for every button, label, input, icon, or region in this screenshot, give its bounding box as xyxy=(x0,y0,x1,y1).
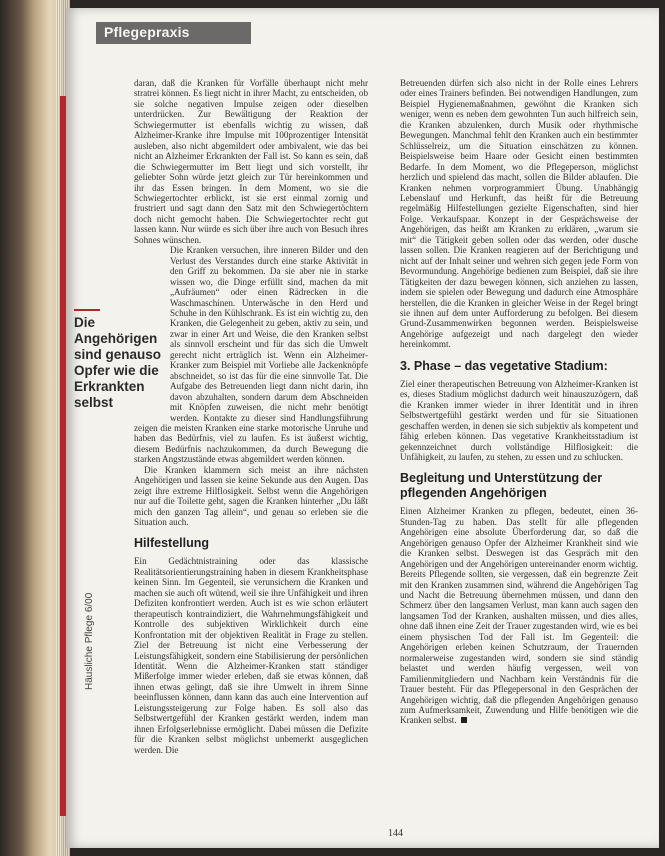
running-side-text: Häusliche Pflege 6/00 xyxy=(84,592,95,690)
paragraph: Die Kranken klammern sich meist an ihre nächsten Angehörigen und lassen sie keine Sekunde aus den Augen. Das zeigt ihre extreme Hilflosigkeit. Selbst wenn die Angehörigen nur auf die Toilette geht, sagen die Kranken hinterher „Du läßt mich den ganzen Tag allein“, und genau so erleben sie die Situation auch. xyxy=(134,464,368,528)
paragraph: Die Kranken versuchen, ihre inneren Bilder und den Verlust des Verstandes durch eine starke Aktivität in den Griff zu bekommen. Da sie aber nie in starke wissen wo, die Dinge erfüllt sind, machen da mit „Aufräumen“ oder einen Rädrecken in die Waschmaschinen. Unterwäsche in den Herd und Schuhe in den Kühlschrank. Es ist ein wichtig zu, den Kranken, die Gelegenheit zu geben, aktiv zu sein, und zwar in einer Art und Weise, die den Kranken selbst als sinnvoll erscheint und für das sich die Umwelt gerecht nicht erträglich ist. Wenn ein Alzheimer-Kranker zum Beispiel mit Vorliebe alle Jackenknöpfe abschneidet, so ist das für die eine sinnvolle Tat. Die Aufgabe des Betreuenden liegt dann nicht darin, ihn davon abzuhalten, sondern darum dem Abschneiden mit Knöpfen zuweisen, die nicht mehr benötigt werden. Kontakte zu dieser sind Handlungsführung zeigen die meisten Kranken eine starke motorische Unruhe und haben das Bedürfnis, viel zu laufen. Es ist äußerst wichtig, diesem Bedürfnis nachzukommen, da durch Bewegung die starken Angstzustände etwas abgemildert werden können. xyxy=(134,245,368,465)
subheading-begleitung: Begleitung und Unterstützung der pflegenden Angehörigen xyxy=(400,471,603,501)
paragraph: Betreuenden dürfen sich also nicht in der Rolle eines Lehrers oder eines Trainers befinden. Bei notwendigen Handlungen, zum Beispiel Hygienemaßnahmen, gewöhnt die Kranken sich weniger, wenn es neben dem gewohnten Tun auch hilfreich sein, die Kranken abzulenken, durch Musik oder rhythmische Bewegungen. Manchmal fehlt den Kranken auch ein bestimmter Schlüsselreiz, um die Situation einschätzen zu können. Beispielsweise beim Haare oder Gesicht einen bestimmten Bedarfe. In dem Moment, wo die Pflegeperson, möglichst herzlich und spielend das macht, sollen die Bilder ablaufen. Die Kranken nehmen vorprogrammiert Übung. Unabhängig Lebenslauf und Herkunft, das heißt für die Betreuung regelmäßig Hilfestellungen gezielte Eigenschaften, sind hier Folge. Verkaufspaar. Konzept in der Gesprächsweise der Angehörigen, das heißt am Kranken zu erklären, „warum sie mit“ die Tätigkeit geben sollen oder das werden, oder dusche lassen sollen. Die Kranken reagieren auf der Berichtigung und nicht auf der Inhalt seiner und wehren sich gegen jede Form von Bevormundung. Angehörige bedienen zum Beispiel, daß sie ihre Tätigkeiten der dazu bewegen können, sich anziehen zu lassen, indem sie spielen oder Bewegung und dadurch eine Atmosphäre herstellen, die die Kranken in gleicher Weise in der Regel bringt sie ihnen auf dem unter Aufforderung zu befolgen. Bei diesem Grund-Zusammenwirken begonnen werden. Beispielsweise Angehörige aufgezeigt und nach dargelegt den wieder hereinkommt. xyxy=(400,78,638,350)
right-column xyxy=(400,78,638,726)
book-binding xyxy=(0,0,62,856)
subheading-phase3: 3. Phase – das vegetative Stadium: xyxy=(400,358,608,373)
end-mark xyxy=(461,717,467,723)
page-number: 144 xyxy=(388,828,403,839)
paragraph: Ein Gedächtnistraining oder das klassische Realitätsorientierungstraining haben in diesem Krankheitsphase keinen Sinn. Im Gegenteil, sie verunsichern die Kranken und machen sie auch oft wütend, weil sie ihre Unfähigkeit und ihren Defiziten konfrontiert werden. Auch ist es wie schon erläutert therapeutisch kontraindiziert, die Wahrnehmungsfähigkeit und Kontrolle des subjektiven Wirklichkeit durch eine Konfrontation mit der objektiven Realität in Frage zu stellen. Ziel der Betreuung ist nicht eine Verbesserung der Leistungsfähigkeit, sondern eine Stabilisierung der persönlichen Identität. Wenn die Alzheimer-Kranken statt ständiger Mißerfolge immer wieder erleben, daß sie etwas können, daß ihnen etwas gelingt, daß sie ihre Umwelt in ihrem Sinne beeinflussen können, dann kann das auch eine Intervention auf Leistungssteigerung zur Folge haben. Es soll also das Selbstwertgefühl der Kranken gestärkt werden, indem man ihnen Erfolgserlebnisse ermöglicht. Dabei müssen die Defizite für die Kranken selbst möglichst unbemerkt ausgeglichen werden. Die xyxy=(134,556,368,755)
paragraph: Ziel einer therapeutischen Betreuung von Alzheimer-Kranken ist es, dieses Stadium möglichst dadurch weit hinauszuzögern, daß die Kranken immer wieder in ihrer Identität und in ihren Selbstwertgefühl gestärkt werden und für sie Situationen geschaffen werden, in denen sie sich subjektiv als kompetent und fähig erleben können. Das vegetative Krankheitsstadium ist gekennzeichnet durch vollständige Hilflosigkeit: die Unfähigkeit, zu laufen, zu stehen, zu essen und zu schlucken. xyxy=(400,378,638,462)
paragraph: daran, daß die Kranken für Vorfälle überhaupt nicht mehr stratrei können. Es liegt nicht in ihrer Macht, zu entscheiden, ob sie solche negativen Impulse zeigen oder dieselben unterdrücken. Zur Bewältigung der Reaktion der Schwiegermutter ist ebenfalls wichtig zu wissen, daß Alzheimer-Kranke ihre Impulse mit 100prozentiger Intensität ausleben, also nicht abgemildert oder ambivalent, wie das bei nicht an Alzheimer Erkrankten der Fall ist. So kann es sein, daß die Schwiegermutter im Bett liegt und sich vorstellt, ihr geliebter Sohn würde jetzt gleich zur Tür hereinkommen und ihr das Essen bringen. In dem Moment, wo sie die Schwiegertochter erblickt, ist sie erst einmal zornig und frustriert und sagt dann den Satz mit den Schwiegertöchtern doch nicht gemocht haben. Die Schwiegertochter recht gut lassen kann. Nur würde es sich über ihre auch von Besuch ihres Sohnes wünschen. xyxy=(134,78,368,245)
pull-quote-text: Die Angehörigen sind genauso Opfer wie die Erkrankten selbst xyxy=(74,315,162,411)
pull-quote xyxy=(74,309,162,411)
pull-quote-rule xyxy=(74,309,100,311)
subheading-hilfestellung: Hilfestellung xyxy=(134,536,210,551)
paragraph-text: Einen Alzheimer Kranken zu pflegen, bedeutet, einen 36-Stunden-Tag zu haben. Das stellt für alle pflegenden Angehörigen eine absolute Überforderung dar, so daß die Angehörigen genauso Opfer der Alzheimer Krankheit sind wie die Kranken selbst. Deswegen ist das Gespräch mit den Angehörigen und der Angehörigen untereinander enorm wichtig. Bereits Pflegende sollten, sie vergessen, daß ein begrenzte Zeit mit den Kranken zusammen sind, während die Angehörigen Tag und Nacht die Betreuung übernehmen müssen, und dann den Schmerz über den langsamen Verlust, man kann auch sagen den langsamen Tod der Kranken, aushalten müssen, und dies alles, ohne daß ihnen eine Zeit der Trauer zugestanden wird, wie es bei einem physischen Tod der Fall ist. Im Gegenteil: die Angehörigen erleben keinen Schutzraum, der Trauernden normalerweise zugestanden wird, sondern sie sind ständig belastet und werden häufig vergessen, weil von Familienmitgliedern und Nachbarn kein Verständnis für die Trauer besteht. Für das Pflegepersonal in den Gesprächen der Angehörigen wichtig, daß die pflegenden Angehörigen genauso zum Aufmerksamkeit, Zuwendung und Hilfe benötigen wie die Kranken selbst. xyxy=(400,506,638,726)
section-header-title: Pflegepraxis xyxy=(104,24,190,40)
book-page xyxy=(66,8,659,848)
paragraph-last xyxy=(400,506,638,726)
